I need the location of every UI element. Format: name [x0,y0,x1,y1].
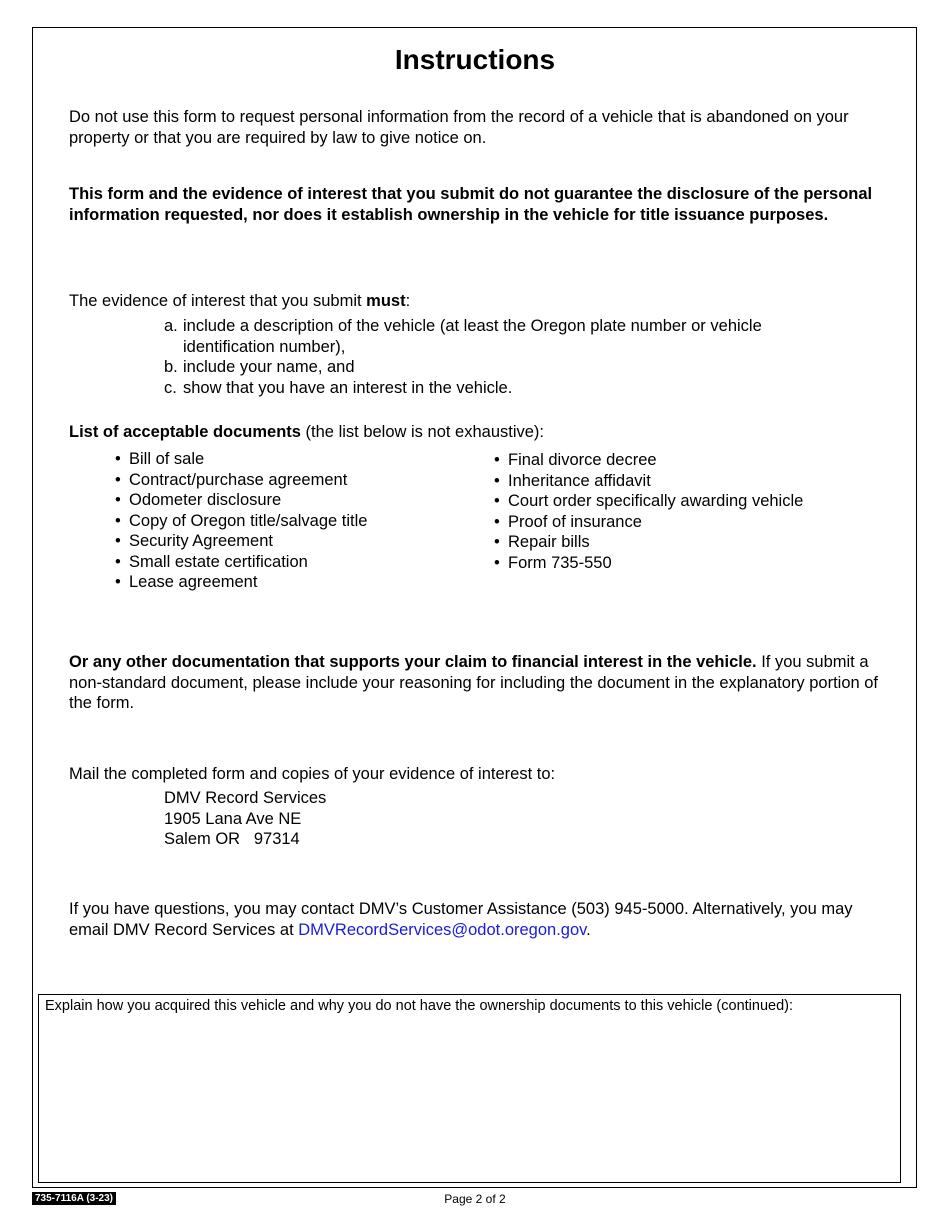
bullet-icon: • [115,450,121,468]
bullet-icon: • [494,553,500,572]
list-item-text: Security Agreement [129,532,273,550]
bullet-icon: • [115,532,121,550]
documents-list-left [115,449,475,593]
bullet-icon: • [494,533,500,551]
bullet-icon: • [494,451,500,469]
list-item [115,552,475,573]
list-item-text: Bill of sale [129,450,205,468]
list-item [115,470,475,491]
list-item [164,378,804,399]
bullet-icon: • [494,492,500,510]
evidence-must: must [366,292,406,310]
contact-text: If you have questions, you may contact DMV’s Customer Assistance (503) 945-5000. Alternatively, you may email DMV Record Services at [69,900,853,939]
list-item-text: Contract/purchase agreement [129,470,348,489]
list-item-text: Court order specifically awarding vehicle [508,492,804,510]
bullet-icon: • [115,573,121,591]
list-item [494,553,894,574]
bullet-icon: • [115,552,121,571]
list-item [494,512,894,533]
list-item [494,471,894,492]
form-number-badge: 735-7116A (3-23) [32,1192,116,1205]
address-line: DMV Record Services [164,789,327,807]
intro-paragraph: Do not use this form to request personal information from the record of a vehicle that is abandoned on your property or that you are required by law to give notice on. [69,108,849,147]
list-item-text: show that you have an interest in the vehicle. [183,378,513,397]
page-title: Instructions [394,44,556,75]
bullet-icon: • [115,511,121,530]
list-item [115,572,475,593]
list-item-text: include a description of the vehicle (at least the Oregon plate number or vehicle identification number), [183,317,762,356]
list-item-text: Odometer disclosure [129,491,282,509]
contact-end: . [586,920,591,939]
list-marker: c. [164,378,177,397]
list-item [115,449,475,470]
evidence-list [164,316,804,398]
list-item [164,357,804,378]
address-line: Salem OR 97314 [164,830,300,848]
list-item-text: include your name, and [183,358,355,376]
disclaimer-paragraph: This form and the evidence of interest that you submit do not guarantee the disclosure of the personal information requested, nor does it establish ownership in the vehicle for title issuance purposes. [69,185,873,224]
list-item-text: Inheritance affidavit [508,471,651,490]
list-item-text: Small estate certification [129,552,308,571]
email-link[interactable]: DMVRecordServices@odot.oregon.gov [298,920,587,939]
list-item [494,491,894,512]
list-item-text: Final divorce decree [508,451,657,469]
explanation-box[interactable] [38,994,901,1183]
list-item [494,532,894,553]
documents-heading [69,422,899,443]
list-item-text: Form 735-550 [508,553,612,572]
bullet-icon: • [494,512,500,531]
list-item-text: Copy of Oregon title/salvage title [129,511,368,530]
list-item-text: Repair bills [508,533,590,551]
explanation-label: Explain how you acquired this vehicle and why you do not have the ownership documents to this vehicle (continued): [45,998,793,1014]
other-documentation-paragraph [69,652,889,714]
list-marker: a. [164,317,178,335]
list-item [115,490,475,511]
bullet-icon: • [115,470,121,489]
documents-heading-bold: List of acceptable documents [69,423,301,441]
list-item-text: Lease agreement [129,573,258,591]
list-marker: b. [164,358,178,376]
contact-paragraph [69,899,869,940]
other-documentation-bold: Or any other documentation that supports your claim to financial interest in the vehicle. [69,653,757,671]
documents-list-right [494,450,894,573]
list-item [164,316,804,357]
list-item [115,511,475,532]
bullet-icon: • [115,491,121,509]
documents-heading-note: (the list below is not exhaustive): [300,423,544,441]
bullet-icon: • [494,471,500,490]
list-item [115,531,475,552]
other-documentation-rest: If you submit a non-standard document, please include your reasoning for including the document in the explanatory portion of the form. [69,653,879,712]
page-number: Page 2 of 2 [444,1192,506,1206]
list-item [494,450,894,471]
evidence-lead-text: The evidence of interest that you submit [69,292,367,310]
mail-instructions: Mail the completed form and copies of your evidence of interest to: [69,765,556,783]
evidence-colon: : [405,292,411,310]
mailing-address [164,788,464,850]
evidence-lead [69,291,899,312]
address-line: 1905 Lana Ave NE [164,809,302,828]
list-item-text: Proof of insurance [508,512,642,531]
